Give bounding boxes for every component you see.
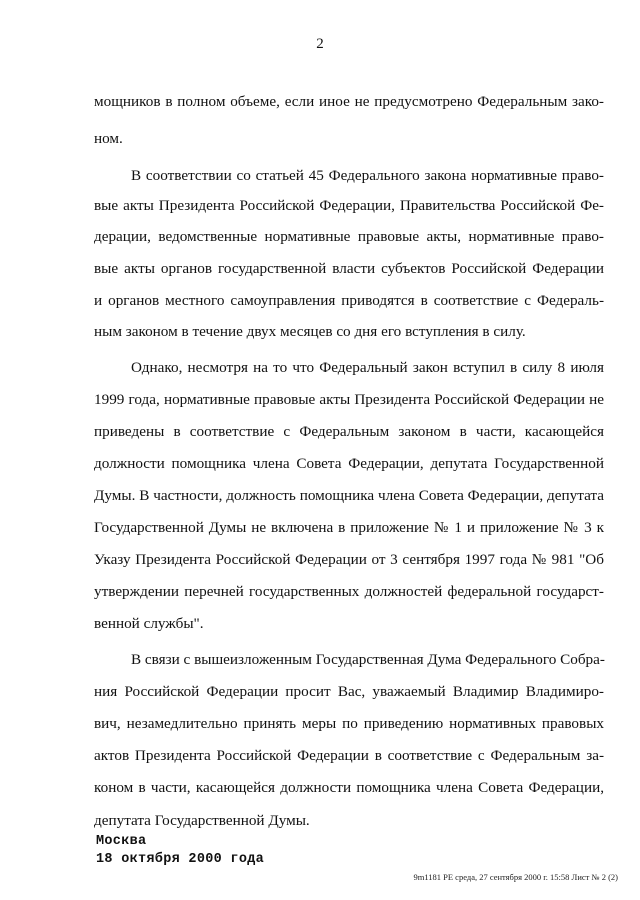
text-line: ном. <box>94 130 123 147</box>
text-line: вые акты Президента Российской Федерации, Правительства Российской Фе- <box>94 197 604 214</box>
text-line: и органов местного самоуправления приводятся в соответствие с Федераль- <box>94 292 604 309</box>
page-number: 2 <box>316 36 324 52</box>
text-line: ния Российской Федерации просит Вас, уважаемый Владимир Владимиро- <box>94 683 604 700</box>
text-line: Думы. В частности, должность помощника члена Совета Федерации, депутата <box>94 487 604 504</box>
text-line: вые акты органов государственной власти субъектов Российской Федерации <box>94 260 604 277</box>
signature-city: Москва <box>96 834 147 849</box>
text-line: должности помощника члена Совета Федерации, депутата Государственной <box>94 455 604 472</box>
text-line: коном в части, касающейся должности помощника члена Совета Федерации, <box>94 779 604 796</box>
text-line: приведены в соответствие с Федеральным законом в части, касающейся <box>94 423 604 440</box>
signature-date: 18 октября 2000 года <box>96 852 265 867</box>
text-line: утверждении перечней государственных должностей федеральной государст- <box>94 583 604 600</box>
paragraph-first-line: В соответствии со статьей 45 Федерального закона нормативные право- <box>131 167 604 184</box>
text-line: мощников в полном объеме, если иное не предусмотрено Федеральным зако- <box>94 93 604 110</box>
text-line: актов Президента Российской Федерации в соответствие с Федеральным за- <box>94 747 604 764</box>
text-line: 1999 года, нормативные правовые акты Президента Российской Федерации не <box>94 391 604 408</box>
paragraph-first-line: В связи с вышеизложенным Государственная Дума Федерального Собра- <box>131 651 605 668</box>
text-line: вич, незамедлительно принять меры по приведению нормативных правовых <box>94 715 604 732</box>
text-line: венной службы". <box>94 615 204 632</box>
text-line: Указу Президента Российской Федерации от 3 сентября 1997 года № 981 "Об <box>94 551 604 568</box>
paragraph-first-line: Однако, несмотря на то что Федеральный закон вступил в силу 8 июля <box>131 359 604 376</box>
text-line: депутата Государственной Думы. <box>94 812 310 829</box>
text-line: дерации, ведомственные нормативные правовые акты, нормативные право- <box>94 228 604 245</box>
footer-stamp: 9m1181 РЕ среда, 27 сентября 2000 г. 15:58 Лист № 2 (2) <box>413 872 618 882</box>
text-line: Государственной Думы не включена в приложение № 1 и приложение № 3 к <box>94 519 604 536</box>
text-line: ным законом в течение двух месяцев со дня его вступления в силу. <box>94 323 526 340</box>
